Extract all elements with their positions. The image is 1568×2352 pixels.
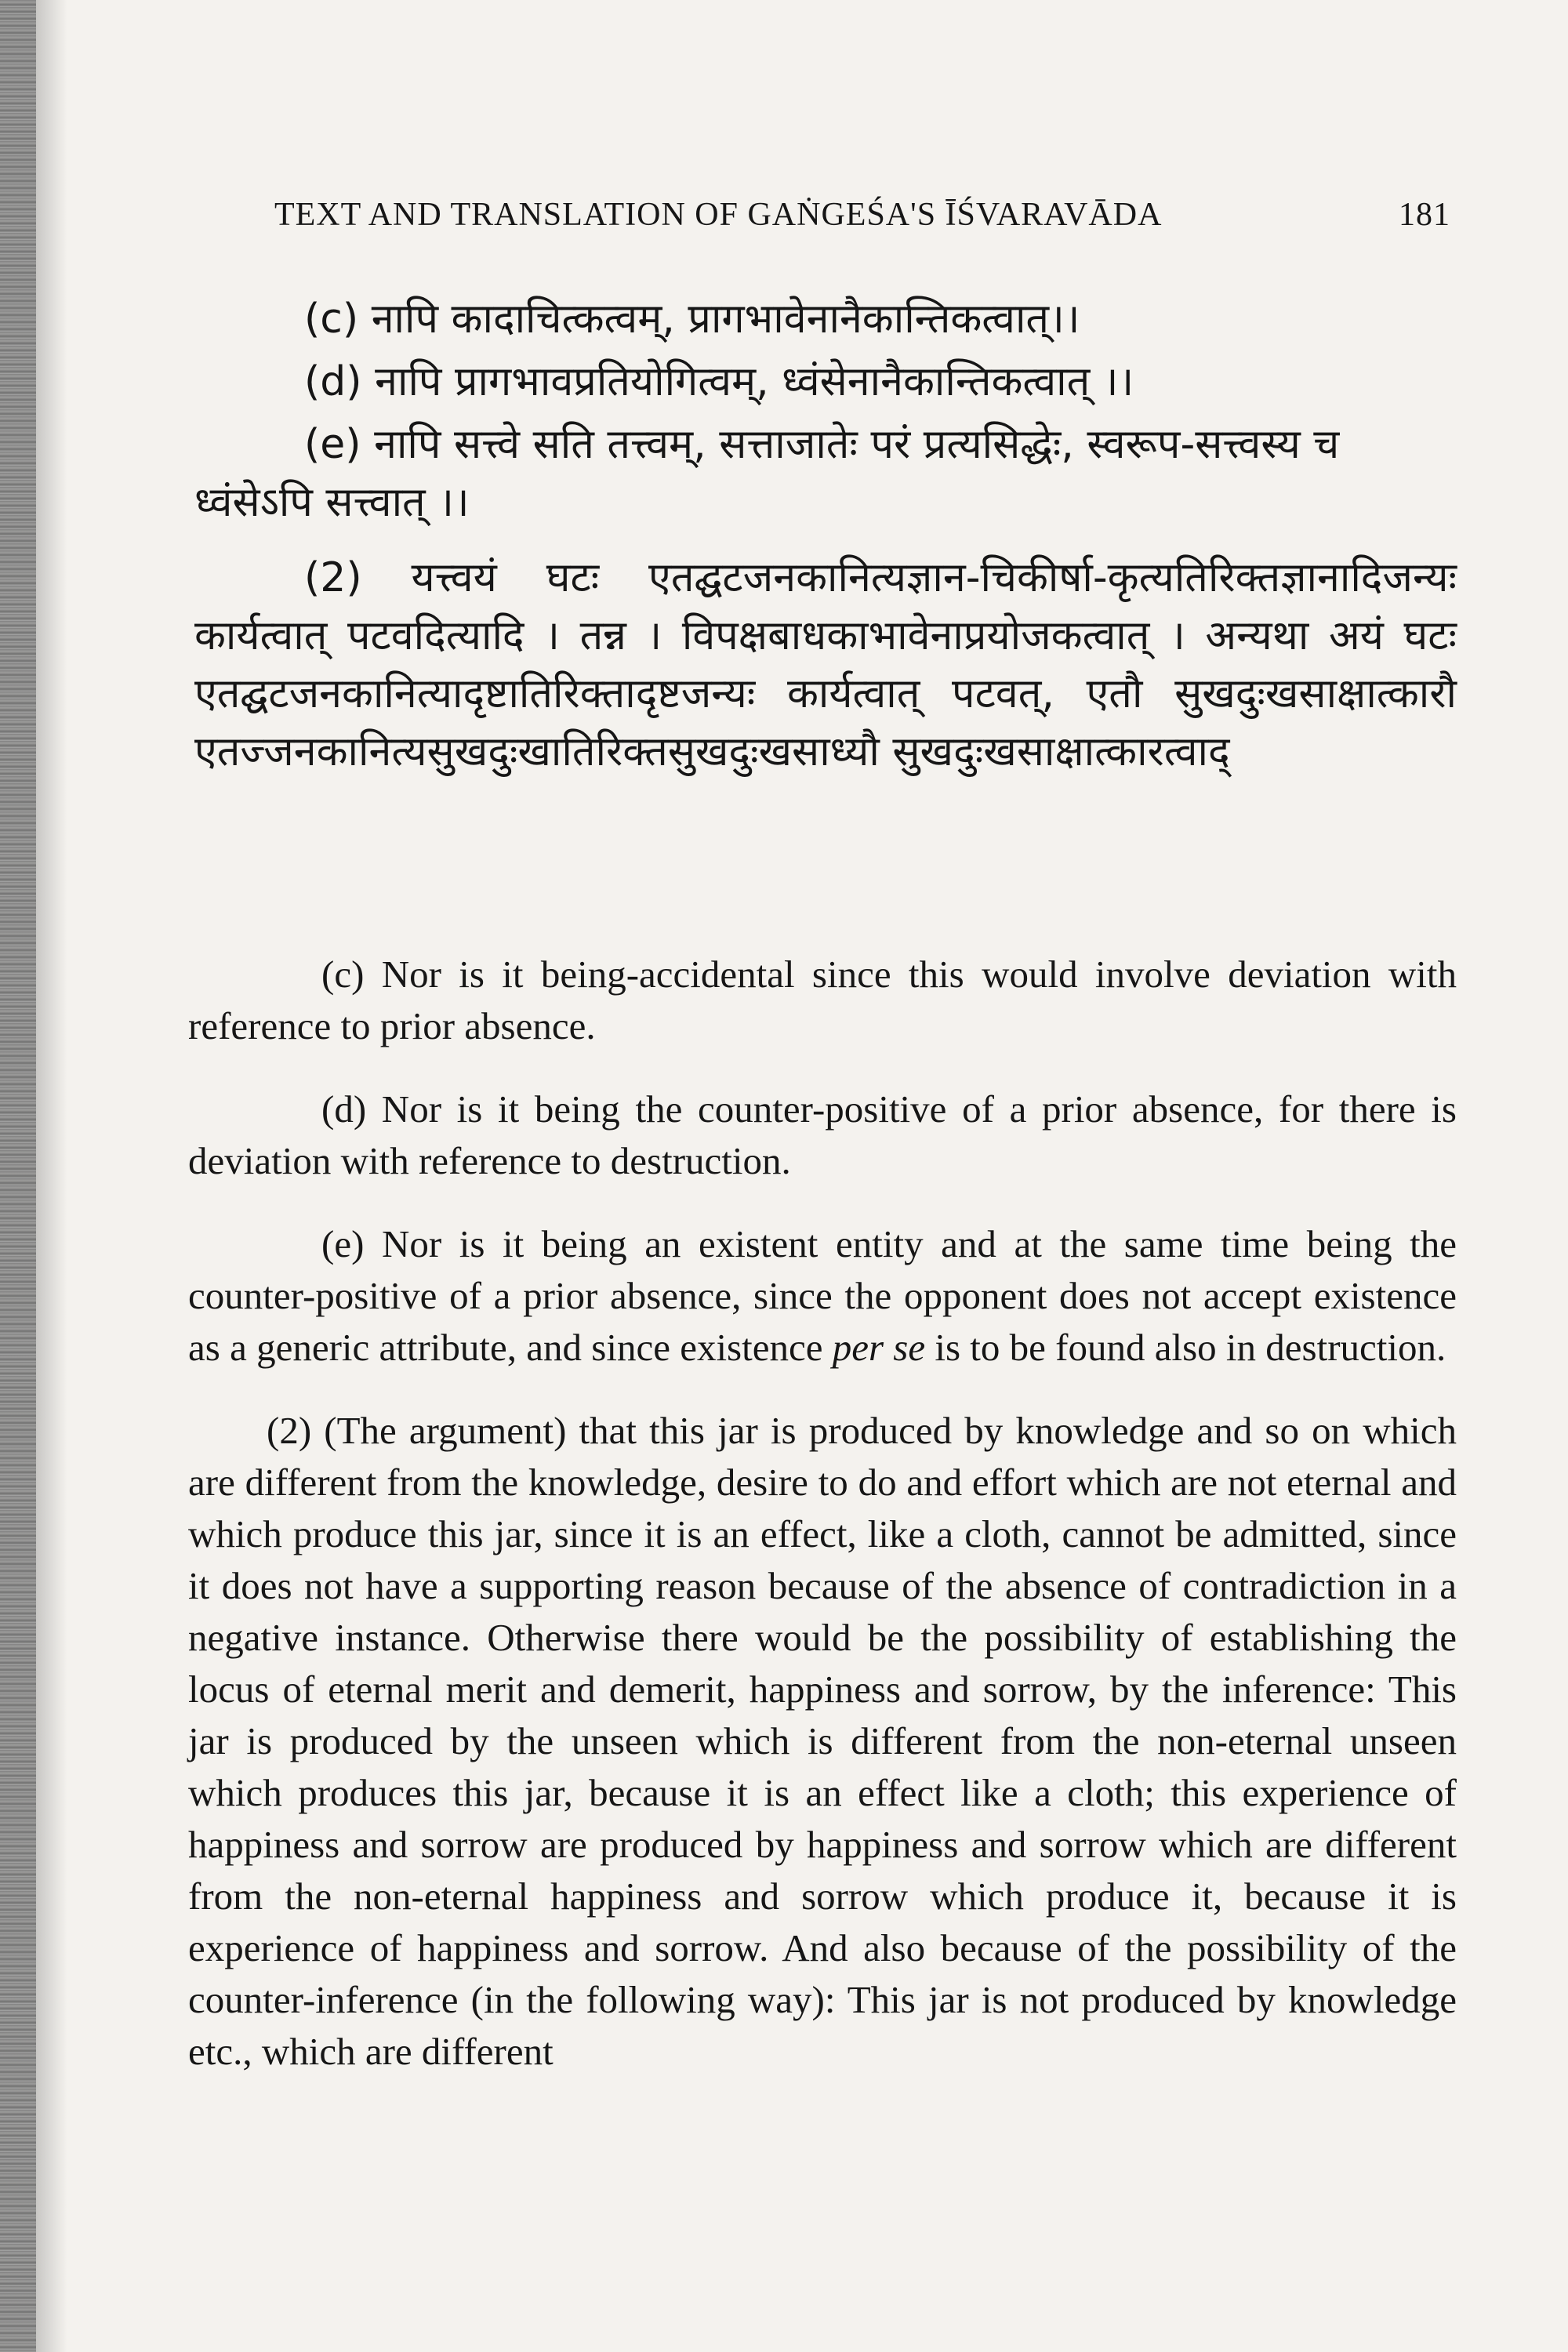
- translation-paragraph-e: [188, 1218, 1457, 1374]
- sanskrit-paragraph-e: (e) नापि सत्त्वे सति तत्त्वम्, सत्ताजातेः परं प्रत्यसिद्धेः, स्वरूप-सत्त्वस्य च ध्वंसेऽपि सत्त्वात् ।।: [194, 421, 1340, 526]
- translation-e-text-end: is to be found also in destruction.: [925, 1326, 1446, 1369]
- running-title: TEXT AND TRANSLATION OF GAṄGEŚA'S ĪŚVARAVĀDA: [274, 197, 1163, 233]
- scan-binding-edge: [0, 0, 36, 2352]
- sanskrit-paragraph-c: (c) नापि कादाचित्कत्वम्, प्रागभावेनानैकान्तिकत्वात्।।: [304, 296, 1080, 343]
- english-translation-block: [188, 949, 1457, 2109]
- sanskrit-paragraph-d: (d) नापि प्रागभावप्रतियोगित्वम्, ध्वंसेनानैकान्तिकत्वात् ।।: [304, 358, 1134, 405]
- translation-paragraph-c: (c) Nor is it being-accidental since this would involve deviation with reference to prior absence.: [188, 953, 1457, 1047]
- page-number: 181: [1399, 197, 1450, 233]
- translation-paragraph-2: (2) (The argument) that this jar is produced by knowledge and so on which are different from the knowledge, desire to do and effort which are not eternal and which produce this jar, since it is an effect, like a cloth, cannot be admitted, since it does not have a supporting reason because of the absence of contradiction in a negative instance. Otherwise there would be the possibility of establishing the locus of eternal merit and demerit, happiness and sorrow, by the inference: This jar is produced by the unseen which is different from the non-eternal unseen which produces this jar, because it is an effect like a cloth; this experience of happiness and sorrow are produced by happiness and sorrow which are different from the non-eternal happiness and sorrow which produce it, because it is experience of happiness and sorrow. And also because of the possibility of the counter-inference (in the following way): This jar is not produced by knowledge etc., which are different: [188, 1409, 1457, 2073]
- translation-paragraph-d: (d) Nor is it being the counter-positive of a prior absence, for there is deviation with reference to destruction.: [188, 1087, 1457, 1182]
- scan-shadow: [36, 0, 67, 2352]
- sanskrit-paragraph-2: (2) यत्त्वयं घटः एतद्घटजनकानित्यज्ञान-चिकीर्षा-कृत्यतिरिक्तज्ञानादिजन्यः कार्यत्वात् पटवदित्यादि । तन्न । विपक्षबाधकाभावेनाप्रयोजकत्वात् । अन्यथा अयं घटः एतद्घटजनकानित्यादृष्टातिरिक्तादृष्टजन्यः कार्यत्वात् पटवत्, एतौ सुखदुःखसाक्षात्कारौ एतज्जनकानित्यसुखदुःखातिरिक्तसुखदुःखसाध्यौ सुखदुःखसाक्षात्कारत्वाद्: [194, 554, 1457, 775]
- translation-e-text: (e) Nor is it being an existent entity and at the same time being the counter-positive of a prior absence, since the opponent does not accept existence as a generic attribute, and since existence: [188, 1222, 1457, 1369]
- sanskrit-text-block: [194, 290, 1457, 786]
- italic-per-se: per se: [832, 1326, 926, 1369]
- running-header: [274, 196, 1450, 243]
